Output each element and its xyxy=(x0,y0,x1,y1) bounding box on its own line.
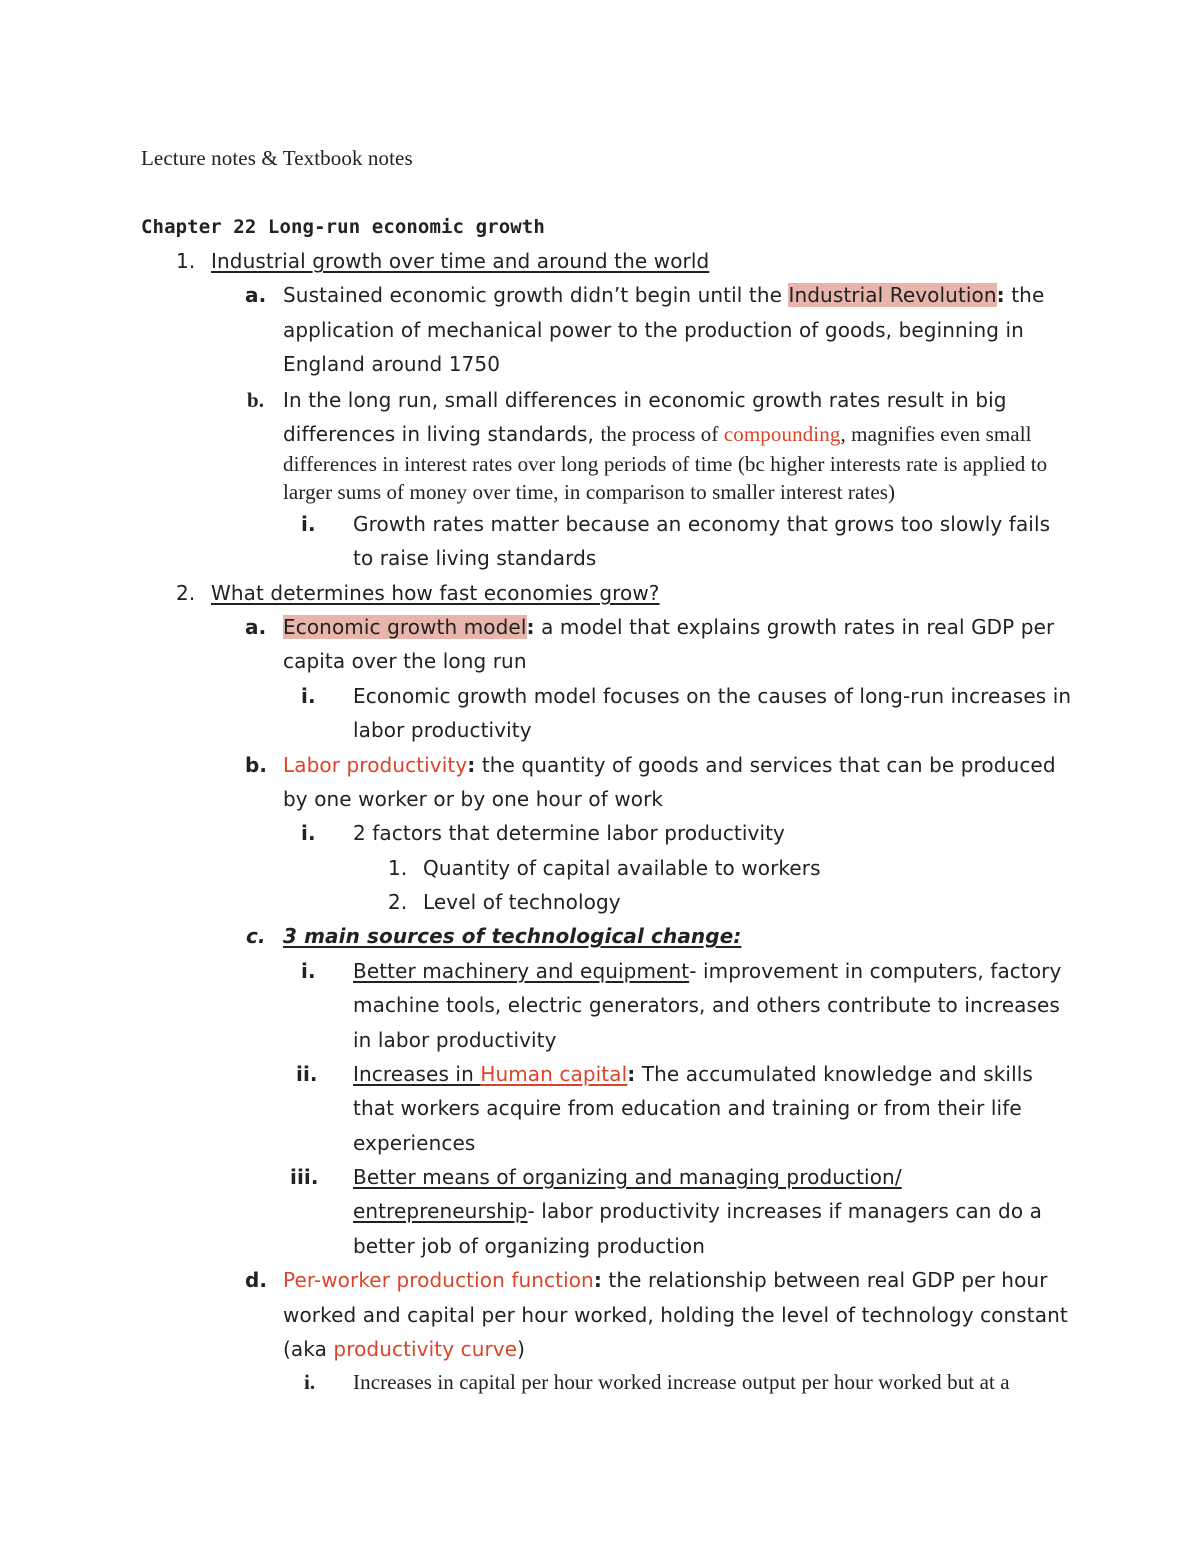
section-1a-line-1: Sustained economic growth didn’t begin until the Industrial Revolution: the xyxy=(283,283,1045,307)
list-marker: 1. xyxy=(388,856,408,880)
list-marker: 2. xyxy=(388,890,408,914)
section-2b-line-2: by one worker or by one hour of work xyxy=(283,787,664,811)
section-2b-i-line-1: 2 factors that determine labor productivity xyxy=(353,821,785,845)
section-2c-ii-line-1: Increases in Human capital: The accumulated knowledge and skills xyxy=(353,1062,1033,1086)
section-1b-line-4: larger sums of money over time, in comparison to smaller interest rates) xyxy=(283,480,896,504)
list-marker: i. xyxy=(301,512,316,536)
section-2-title: What determines how fast economies grow? xyxy=(211,581,660,605)
list-marker: b. xyxy=(245,753,268,777)
section-2c-ii-line-2: that workers acquire from education and training or from their life xyxy=(353,1096,1022,1120)
list-marker: i. xyxy=(301,959,316,983)
list-marker: iii. xyxy=(290,1165,319,1189)
section-1b-line-1: In the long run, small differences in economic growth rates result in big xyxy=(283,388,1007,412)
term-per-worker-production-function: Per-worker production function xyxy=(283,1268,594,1292)
term-labor-productivity: Labor productivity xyxy=(283,753,468,777)
section-2c-iii-line-3: better job of organizing production xyxy=(353,1234,706,1258)
section-1a-line-3: England around 1750 xyxy=(283,352,501,376)
list-marker: i. xyxy=(301,684,316,708)
section-2c-iii-line-2: entrepreneurship- labor productivity increases if managers can do a xyxy=(353,1199,1042,1223)
section-2b-line-1: Labor productivity: the quantity of goods and services that can be produced xyxy=(283,753,1056,777)
section-2c-title: 3 main sources of technological change: xyxy=(283,924,742,948)
section-1a-line-2: application of mechanical power to the production of goods, beginning in xyxy=(283,318,1024,342)
section-2c-i-line-2: machine tools, electric generators, and others contribute to increases xyxy=(353,993,1060,1017)
list-marker: i. xyxy=(304,1370,316,1394)
document-header: Lecture notes & Textbook notes xyxy=(141,146,413,170)
term-human-capital: Human capital xyxy=(480,1062,628,1086)
chapter-title: Chapter 22 Long-run economic growth xyxy=(141,216,545,238)
section-2d-i-line-1: Increases in capital per hour worked increase output per hour worked but at a xyxy=(353,1370,1010,1394)
section-1-title: Industrial growth over time and around the world xyxy=(211,249,710,273)
section-2c-i-line-1: Better machinery and equipment- improvement in computers, factory xyxy=(353,959,1062,983)
factor-item-1: Quantity of capital available to workers xyxy=(423,856,821,880)
list-marker: a. xyxy=(245,283,267,307)
section-2a-line-2: capita over the long run xyxy=(283,649,527,673)
list-marker: ii. xyxy=(296,1062,318,1086)
list-marker: 2. xyxy=(176,581,196,605)
section-2d-line-3: (aka productivity curve) xyxy=(283,1337,526,1361)
section-1b-line-3: differences in interest rates over long periods of time (bc higher interests rate is applied to xyxy=(283,452,1048,476)
section-2a-i-line-2: labor productivity xyxy=(353,718,532,742)
section-2d-line-1: Per-worker production function: the relationship between real GDP per hour xyxy=(283,1268,1048,1292)
section-2c-ii-line-3: experiences xyxy=(353,1131,476,1155)
factor-item-2: Level of technology xyxy=(423,890,621,914)
section-2a-line-1: Economic growth model: a model that explains growth rates in real GDP per xyxy=(283,615,1055,639)
section-2d-line-2: worked and capital per hour worked, holding the level of technology constant xyxy=(283,1303,1068,1327)
term-compounding: compounding xyxy=(723,422,841,446)
section-2c-i-line-3: in labor productivity xyxy=(353,1028,557,1052)
list-marker: c. xyxy=(246,924,266,948)
section-1b-line-2: differences in living standards, the process of compounding, magnifies even small xyxy=(283,422,1032,446)
section-1b-i-line-1: Growth rates matter because an economy that grows too slowly fails xyxy=(353,512,1051,536)
section-1b-i-line-2: to raise living standards xyxy=(353,546,597,570)
list-marker: d. xyxy=(245,1268,268,1292)
list-marker: a. xyxy=(245,615,267,639)
list-marker: 1. xyxy=(176,249,196,273)
term-productivity-curve: productivity curve xyxy=(333,1337,518,1361)
section-2a-i-line-1: Economic growth model focuses on the causes of long-run increases in xyxy=(353,684,1072,708)
list-marker: i. xyxy=(301,821,316,845)
term-industrial-revolution: Industrial Revolution xyxy=(788,283,997,307)
list-marker: b. xyxy=(247,388,265,412)
term-economic-growth-model: Economic growth model xyxy=(283,615,527,639)
section-2c-iii-line-1: Better means of organizing and managing production/ xyxy=(353,1165,902,1189)
